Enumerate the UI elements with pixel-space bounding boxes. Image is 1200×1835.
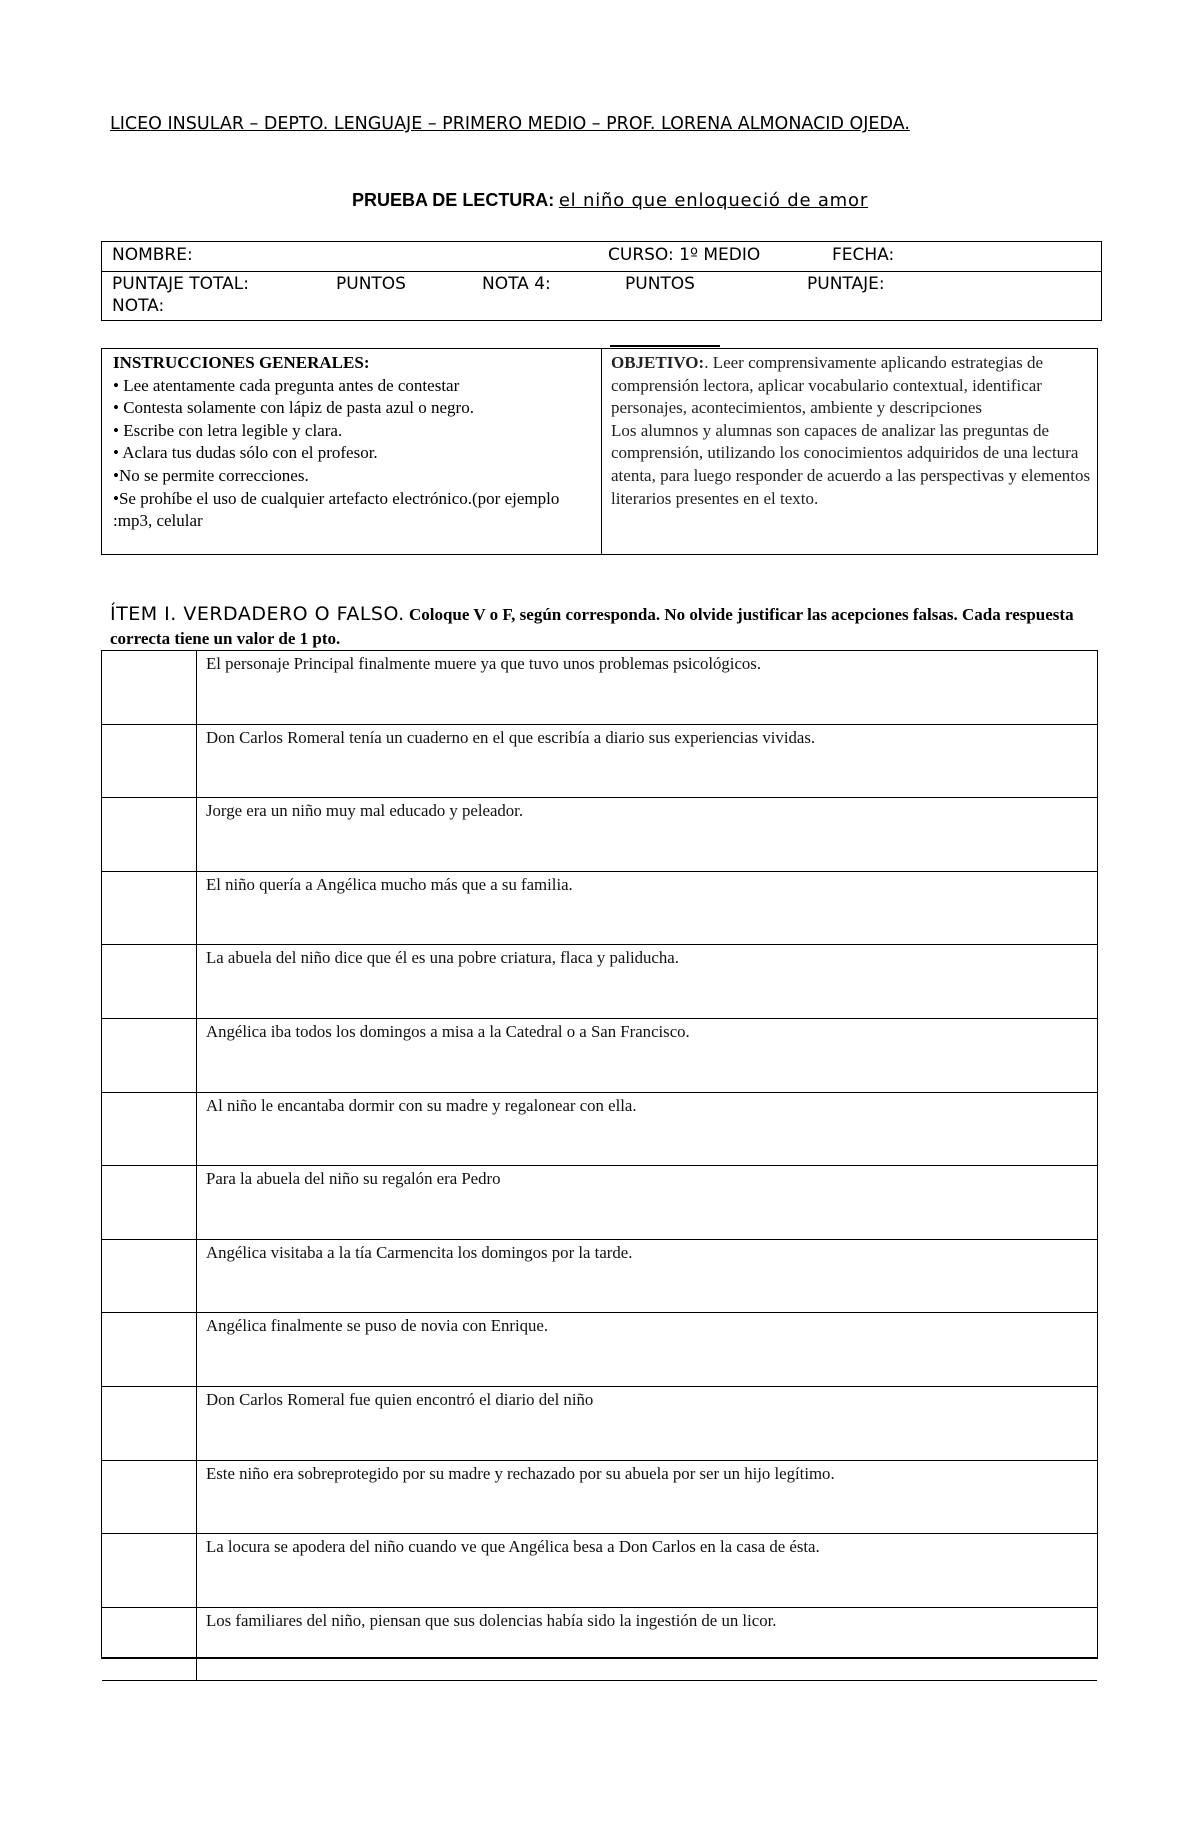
puntaje-label: PUNTAJE: bbox=[807, 274, 885, 294]
instruction-item: • Lee atentamente cada pregunta antes de contestar bbox=[113, 375, 460, 395]
answer-cell[interactable] bbox=[102, 1461, 197, 1534]
school-header: LICEO INSULAR – DEPTO. LENGUAJE – PRIMERO MEDIO – PROF. LORENA ALMONACID OJEDA. bbox=[110, 114, 910, 134]
table-row bbox=[102, 945, 1097, 1019]
table-row bbox=[102, 1461, 1097, 1535]
info-row-1 bbox=[102, 242, 1101, 272]
answer-cell[interactable] bbox=[102, 1093, 197, 1166]
statement-text: La abuela del niño dice que él es una pobre criatura, flaca y paliducha. bbox=[206, 948, 679, 968]
objective-text-2: Los alumnos y alumnas son capaces de analizar las preguntas de comprensión, utilizando los conocimientos adquiridos de una lectura atenta, para luego responder de acuerdo a las perspectivas y elementos literarios presentes en el texto. bbox=[611, 420, 1091, 508]
exam-title-lead: PRUEBA DE LECTURA: bbox=[351, 190, 555, 210]
statement-text: Don Carlos Romeral tenía un cuaderno en el que escribía a diario sus experiencias vividas. bbox=[206, 727, 816, 747]
instructions-heading: INSTRUCCIONES GENERALES: bbox=[113, 353, 370, 372]
item-1-instructions: Coloque V o F, según corresponda. No olvide justificar las acepciones falsas. Cada respuesta correcta tiene un valor de 1 pto. bbox=[110, 605, 1074, 648]
answer-cell[interactable] bbox=[102, 1608, 197, 1681]
statement-text: El personaje Principal finalmente muere ya que tuvo unos problemas psicológicos. bbox=[206, 654, 762, 673]
student-info-box bbox=[101, 241, 1102, 321]
puntaje-total-label: PUNTAJE TOTAL: bbox=[112, 274, 249, 294]
general-instructions bbox=[113, 352, 593, 533]
nota-label: NOTA: bbox=[112, 296, 165, 316]
table-row bbox=[102, 651, 1097, 725]
objective bbox=[611, 352, 1091, 510]
answer-cell[interactable] bbox=[102, 725, 197, 798]
table-row bbox=[102, 1166, 1097, 1240]
answer-cell[interactable] bbox=[102, 945, 197, 1018]
answer-cell[interactable] bbox=[102, 651, 197, 724]
instruction-item: • Aclara tus dudas sólo con el profesor. bbox=[113, 443, 378, 463]
statement-text: Los familiares del niño, piensan que sus dolencias había sido la ingestión de un licor. bbox=[206, 1610, 777, 1630]
instructions-box bbox=[101, 348, 1098, 555]
statement-text: Este niño era sobreprotegido por su madre y rechazado por su abuela por ser un hijo legítimo. bbox=[206, 1463, 835, 1483]
statement-text: Al niño le encantaba dormir con su madre y regalonear con ella. bbox=[206, 1095, 637, 1115]
objective-text-1 bbox=[611, 352, 1091, 420]
statement-text: Don Carlos Romeral fue quien encontró el diario del niño bbox=[206, 1389, 594, 1409]
instruction-item: •No se permite correcciones. bbox=[113, 465, 309, 485]
table-row bbox=[102, 1608, 1097, 1682]
table-row bbox=[102, 872, 1097, 946]
answer-cell[interactable] bbox=[102, 798, 197, 871]
item-1-heading bbox=[110, 602, 1095, 651]
objective-heading: OBJETIVO: bbox=[611, 353, 705, 372]
statement-text: Para la abuela del niño su regalón era Pedro bbox=[206, 1169, 501, 1189]
instruction-item: • Contesta solamente con lápiz de pasta azul o negro. bbox=[113, 398, 474, 418]
answer-cell[interactable] bbox=[102, 1534, 197, 1607]
table-row bbox=[102, 725, 1097, 799]
fecha-label: FECHA: bbox=[832, 245, 895, 265]
objective-rule bbox=[610, 345, 720, 347]
answer-cell[interactable] bbox=[102, 1166, 197, 1239]
instruction-item: • Escribe con letra legible y clara. bbox=[113, 420, 343, 440]
nombre-label: NOMBRE: bbox=[112, 245, 193, 265]
exam-title bbox=[110, 190, 1110, 211]
table-row bbox=[102, 1019, 1097, 1093]
answer-cell[interactable] bbox=[102, 1313, 197, 1386]
table-bottom-rule bbox=[101, 1657, 1098, 1659]
objective-body-1: . Leer comprensivamente aplicando estrategias de comprensión lectora, aplicar vocabulario contextual, identificar personajes, acontecimientos, ambiente y descripciones bbox=[611, 353, 1044, 418]
table-row bbox=[102, 1313, 1097, 1387]
book-title: el niño que enloqueció de amor bbox=[558, 190, 869, 211]
table-row bbox=[102, 1093, 1097, 1167]
table-row bbox=[102, 1387, 1097, 1461]
answer-cell[interactable] bbox=[102, 1387, 197, 1460]
statement-text: El niño quería a Angélica mucho más que a su familia. bbox=[206, 874, 573, 894]
puntos-label-2: PUNTOS bbox=[625, 274, 695, 294]
statement-text: Angélica finalmente se puso de novia con Enrique. bbox=[206, 1316, 549, 1336]
answer-cell[interactable] bbox=[102, 1240, 197, 1313]
table-row bbox=[102, 798, 1097, 872]
answer-cell[interactable] bbox=[102, 872, 197, 945]
table-row bbox=[102, 1534, 1097, 1608]
nota4-label: NOTA 4: bbox=[482, 274, 551, 294]
statement-text: Angélica iba todos los domingos a misa a la Catedral o a San Francisco. bbox=[206, 1021, 690, 1041]
instruction-item: •Se prohíbe el uso de cualquier artefacto electrónico.(por ejemplo :mp3, celular bbox=[113, 488, 560, 531]
curso-label: CURSO: 1º MEDIO bbox=[608, 245, 761, 265]
puntos-label-1: PUNTOS bbox=[336, 274, 406, 294]
item-1-title: ÍTEM I. VERDADERO O FALSO. bbox=[110, 603, 405, 625]
instructions-divider bbox=[601, 349, 602, 554]
statement-text: Jorge era un niño muy mal educado y peleador. bbox=[206, 801, 524, 821]
table-row bbox=[102, 1240, 1097, 1314]
true-false-table bbox=[101, 650, 1098, 1658]
statement-text: Angélica visitaba a la tía Carmencita los domingos por la tarde. bbox=[206, 1242, 633, 1262]
statement-text: La locura se apodera del niño cuando ve que Angélica besa a Don Carlos en la casa de ésta. bbox=[206, 1537, 820, 1557]
answer-cell[interactable] bbox=[102, 1019, 197, 1092]
